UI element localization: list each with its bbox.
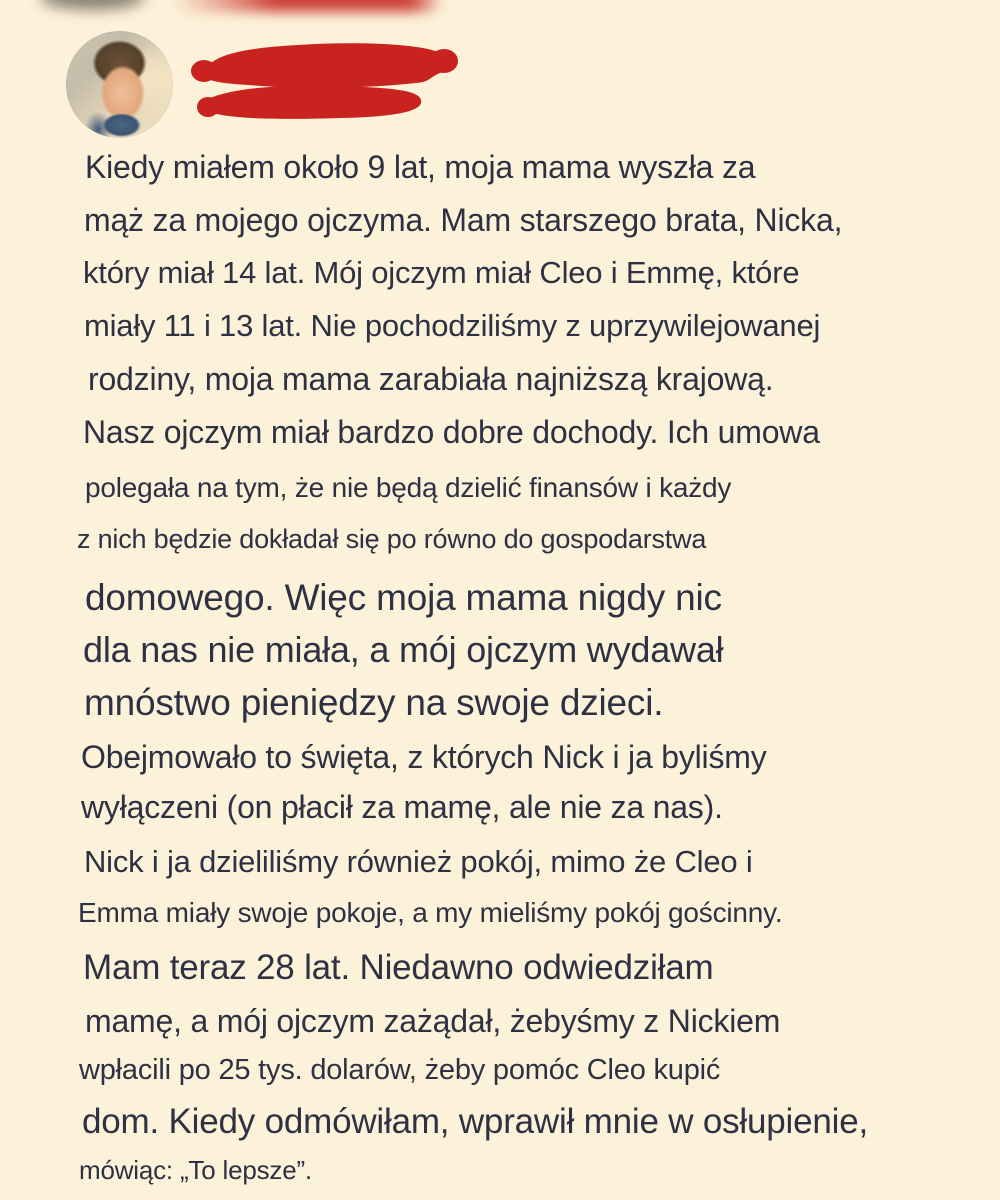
story-line: rodziny, moja mama zarabiała najniższą krajową. <box>88 361 774 397</box>
story-line: wpłacili po 25 tys. dolarów, żeby pomóc Cleo kupić <box>79 1054 721 1086</box>
story-line: dla nas nie miała, a mój ojczym wydawał <box>83 629 724 670</box>
story-line: mamę, a mój ojczym zażądał, żebyśmy z Nickiem <box>85 1003 781 1039</box>
story-line: mnóstwo pieniędzy na swoje dzieci. <box>84 682 664 723</box>
story-line: Nick i ja dzieliliśmy również pokój, mimo że Cleo i <box>84 844 753 879</box>
story-line: Obejmowało to święta, z których Nick i ja byliśmy <box>81 739 767 775</box>
story-line: mąż za mojego ojczyma. Mam starszego brata, Nicka, <box>84 202 843 238</box>
story-line: mówiąc: „To lepsze”. <box>79 1155 312 1185</box>
story-line: miały 11 i 13 lat. Nie pochodziliśmy z uprzywilejowanej <box>84 308 821 343</box>
story-line: polegała na tym, że nie będą dzielić finansów i każdy <box>85 472 732 503</box>
story-line: który miał 14 lat. Mój ojczym miał Cleo i Emmę, które <box>83 255 800 290</box>
story-line: dom. Kiedy odmówiłam, wprawił mnie w osłupienie, <box>82 1102 869 1141</box>
story-line: Emma miały swoje pokoje, a my mieliśmy pokój gościnny. <box>78 897 783 928</box>
cropped-top-artifact <box>40 0 145 10</box>
redacted-username-scribble <box>190 33 462 127</box>
story-line: Nasz ojczym miał bardzo dobre dochody. Ich umowa <box>83 414 820 450</box>
cropped-top-redaction-artifact <box>172 0 444 12</box>
author-avatar[interactable] <box>66 31 173 138</box>
story-line: z nich będzie dokładał się po równo do gospodarstwa <box>77 524 707 554</box>
story-line: Mam teraz 28 lat. Niedawno odwiedziłam <box>83 948 714 987</box>
story-line: Kiedy miałem około 9 lat, moja mama wyszła za <box>85 149 756 185</box>
story-line: domowego. Więc moja mama nigdy nic <box>85 577 722 618</box>
story-line: wyłączeni (on płacił za mamę, ale nie za nas). <box>81 789 723 825</box>
